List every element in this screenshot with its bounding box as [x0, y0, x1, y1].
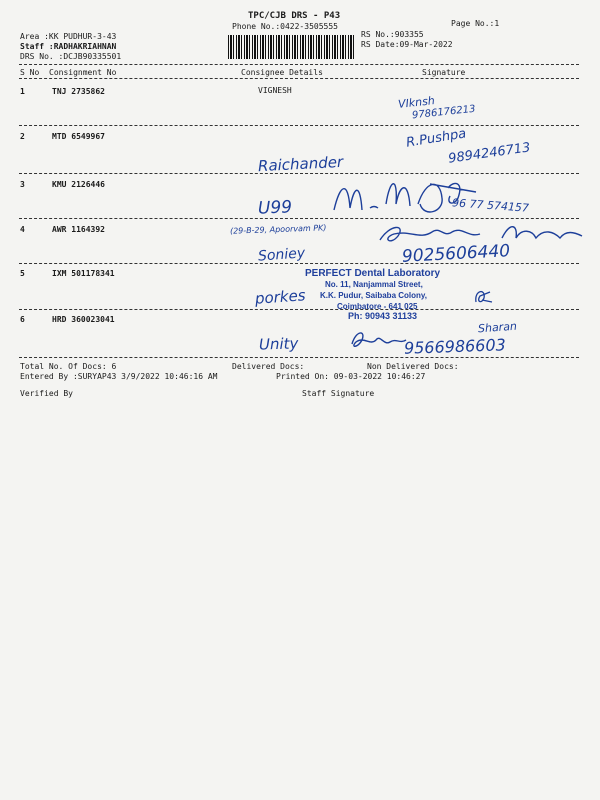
- row-5-name: porkes: [254, 286, 307, 308]
- row-3-phone: 96 77 574157: [451, 196, 530, 215]
- row-1-phone: 9786176213: [411, 103, 476, 122]
- row-divider: [19, 125, 579, 126]
- row-divider: [19, 218, 579, 219]
- row-6-signature: [348, 328, 408, 354]
- row-4-sno: 4: [20, 225, 25, 234]
- staff-signature: Staff Signature: [302, 389, 375, 398]
- rs-date: RS Date:09-Mar-2022: [361, 40, 453, 49]
- area-label: Area :KK PUDHUR-3-43: [20, 32, 117, 41]
- staff-label: Staff :RADHAKRIAHNAN: [20, 42, 117, 51]
- stamp-address-line: K.K. Pudur, Saibaba Colony,: [320, 291, 427, 300]
- stamp-city: Coimbatore - 641 025: [337, 302, 418, 311]
- row-4-note: (29-B-29, Apoorvam PK): [229, 223, 327, 236]
- row-3-name: U99: [257, 197, 293, 219]
- row-divider: [19, 357, 579, 358]
- row-5-consignment: IXM 501178341: [52, 269, 115, 278]
- row-1-consignment: TNJ 2735862: [52, 87, 105, 96]
- row-3-sno: 3: [20, 180, 25, 189]
- row-2-sno: 2: [20, 132, 25, 141]
- divider: [19, 64, 579, 65]
- stamp-company-name: PERFECT Dental Laboratory: [305, 268, 441, 279]
- row-divider: [19, 263, 579, 264]
- phone-number: Phone No.:0422-3505555: [232, 22, 338, 31]
- page-number: Page No.:1: [451, 19, 500, 28]
- col-header-consignee: Consignee Details: [241, 68, 323, 77]
- verified-by: Verified By: [20, 389, 73, 398]
- col-header-signature: Signature: [422, 68, 466, 77]
- stamp-phone: Ph: 90943 31133: [348, 311, 418, 321]
- row-6-consignment: HRD 360023041: [52, 315, 115, 324]
- row-2-name: Raichander: [257, 152, 344, 176]
- row-4-name: Soniey: [257, 245, 306, 265]
- row-6-phone: 9566986603: [403, 335, 507, 358]
- row-5-sno: 5: [20, 269, 25, 278]
- row-2-consignment: MTD 6549967: [52, 132, 105, 141]
- stamp-address-line: No. 11, Nanjammal Street,: [325, 280, 423, 289]
- barcode: [228, 35, 356, 59]
- row-2-phone: 9894246713: [447, 140, 532, 167]
- row-3-consignment: KMU 2126446: [52, 180, 105, 189]
- row-divider: [19, 173, 579, 174]
- col-header-sno: S No: [20, 68, 40, 77]
- printed-on: Printed On: 09-03-2022 10:46:27: [276, 372, 426, 381]
- row-6-sno: 6: [20, 315, 25, 324]
- row-1-signature: VIknsh: [397, 94, 436, 111]
- rs-number: RS No.:903355: [361, 30, 424, 39]
- total-docs: Total No. Of Docs: 6: [20, 362, 117, 371]
- drs-number: DRS No. :DCJB90335501: [20, 52, 122, 61]
- col-header-consignment: Consignment No: [49, 68, 117, 77]
- stamp-initials: [472, 286, 494, 306]
- entered-by: Entered By :SURYAP43 3/9/2022 10:46:16 AM: [20, 372, 218, 381]
- non-delivered-docs: Non Delivered Docs:: [367, 362, 459, 371]
- delivered-docs: Delivered Docs:: [232, 362, 305, 371]
- row-6-signer-name: Sharan: [477, 319, 518, 336]
- row-1-sno: 1: [20, 87, 25, 96]
- row-1-consignee: VIGNESH: [258, 86, 292, 95]
- row-4-consignment: AWR 1164392: [52, 225, 105, 234]
- divider: [19, 78, 579, 79]
- row-2-signature: R.Pushpa: [405, 126, 468, 151]
- row-4-phone: 9025606440: [401, 241, 511, 267]
- sheet-title: TPC/CJB DRS - P43: [248, 11, 341, 21]
- row-divider: [19, 309, 579, 310]
- row-6-name: Unity: [258, 334, 299, 354]
